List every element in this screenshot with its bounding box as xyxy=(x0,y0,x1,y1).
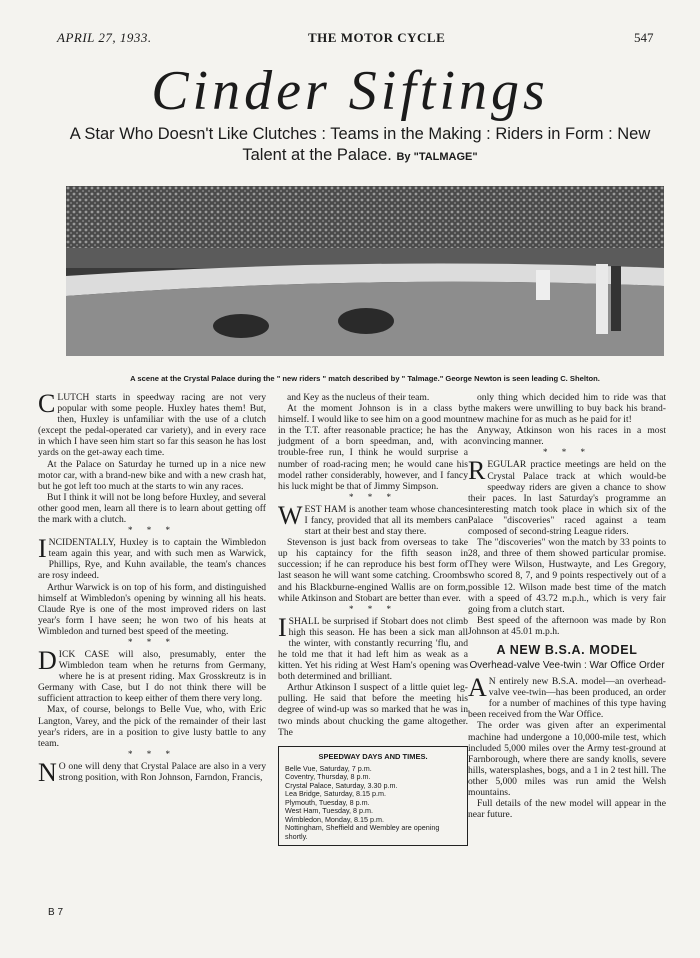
col1-para: At the Palace on Saturday he turned up in a nice new motor car, with a brand-new bike and with a new crash hat, but he got left too much at the starts to win any races. xyxy=(38,458,266,492)
section-divider: * * * xyxy=(349,603,397,614)
col1-para: Max, of course, belongs to Belle Vue, who, with Eric Langton, Varey, and the pick of the remainder of their last year's riders, are in a position to give lusty battle to any team. xyxy=(38,704,266,749)
box-line: Nottingham, Sheffield and Wembley are opening shortly. xyxy=(285,823,440,841)
col1-para: DICK CASE will also, presumably, enter the Wimbledon team when he returns from Germany, where he is at present riding. Max Grosskreutz is in Germany with Case, but I do not think there will be sufficient attraction to keep either of them there very long. xyxy=(38,645,266,705)
bsa-para: The order was given after an experimental machine had undergone a 10,000-mile test, which included 5,000 miles over the Army test-ground at Farnborough, where there are sandy knolls, severe hills, watersplashes, bogs, and a 1 in 2 test hill. The other 5,000 miles was run amid the Welsh mountains. xyxy=(468,720,666,798)
subtitle-text: A Star Who Doesn't Like Clutches : Teams in the Making : Riders in Form : New Talent at the Palace. xyxy=(69,125,651,164)
box-line: Lea Bridge, Saturday, 8.15 p.m. xyxy=(285,789,386,799)
box-line: Plymouth, Tuesday, 8 p.m. xyxy=(285,797,370,807)
col2-para: Stevenson is just back from overseas to take up his captaincy for the fifth season in succession; if he can reproduce his best form of last season he will want some catching. Croombs and his Blackburne-engined Wallis are on form, while Atkinson and Stobart are better than ever. xyxy=(278,537,468,604)
col2-para: At the moment Johnson is in a class by himself. I would like to see him on a good mount in the T.T. after reasonable practice; he has the judgment of a born speedman, and, with a trouble-free run, I think he would surprise a number of road-racing men; he would cane his model rather considerably, however, and I fancy his luck might be that of Jimmy Simpson. xyxy=(278,403,468,492)
article-title: Cinder Siftings xyxy=(151,60,549,122)
speedway-photo xyxy=(66,186,664,356)
signature-mark: B 7 xyxy=(48,907,64,918)
col1-para: Arthur Warwick is on top of his form, and distinguished himself at Wimbledon's opening by winning all his heats. Claude Rye is one of the most improved riders on last year's form I have seen; he won two of his heats at Wimbledon and turned best speed of the meeting. xyxy=(38,581,266,637)
col1-para: CLUTCH starts in speedway racing are not very popular with some people. Huxley hates them! But, then, Huxley is unfamiliar with the use of a clutch (except the pedal-operated car variety), and in every race in which I have seen him start so far this season he has lost yards on the get-away each time. xyxy=(38,389,266,459)
column-2 xyxy=(278,392,468,846)
section-divider: * * * xyxy=(128,636,176,647)
bsa-para: Full details of the new model will appear in the near future. xyxy=(468,798,666,821)
col1-para: NO one will deny that Crystal Palace are also in a very strong position, with Ron Johnson, Farndon, Francis, xyxy=(38,757,266,787)
bsa-para: AN entirely new B.S.A. model—an overhead-valve vee-twin—has been produced, an order for a number of machines of this type having been received from the War Office. xyxy=(468,673,666,721)
box-line: West Ham, Tuesday, 8 p.m. xyxy=(285,806,374,816)
article-subtitle xyxy=(60,124,660,168)
byline: By "TALMAGE" xyxy=(396,151,478,163)
column-3 xyxy=(468,392,666,820)
col1-para: But I think it will not be long before Huxley, and several other good men, learn all there is to learn about getting off the mark with a clutch. xyxy=(38,491,266,526)
issue-date: APRIL 27, 1933. xyxy=(57,30,152,45)
speedway-times-box xyxy=(278,746,468,847)
section-divider: * * * xyxy=(128,525,176,536)
section-divider: * * * xyxy=(543,447,591,458)
photo-caption: A scene at the Crystal Palace during the " new riders " match described by " Talmage." George Newton is seen leading C. Shelton. xyxy=(130,374,600,383)
box-line: Belle Vue, Saturday, 7 p.m. xyxy=(285,763,372,773)
box-title: SPEEDWAY DAYS AND TIMES. xyxy=(318,751,428,761)
col2-para: Arthur Atkinson I suspect of a little quiet leg-pulling. He said that before the meeting his degree of wind-up was so marked that he was in two minds about chucking the game altogether. The xyxy=(278,682,468,738)
col2-para: and Key as the nucleus of their team. xyxy=(287,392,430,403)
col3-para: REGULAR practice meetings are held on the Crystal Palace track at which would-be speedway riders are given a chance to show their paces. In last Saturday's programme an interesting match took place in which six of the Palace "discoveries" raced against a team composed of second-string League riders. xyxy=(468,456,666,538)
box-line: Crystal Palace, Saturday, 3.30 p.m. xyxy=(285,780,398,790)
col3-para: only thing which decided him to ride was that the makers were unwilling to buy back his brand-new machine for as much as he paid for it! xyxy=(468,392,666,426)
col1-para: INCIDENTALLY, Huxley is to captain the Wimbledon team again this year, and with such men as Warwick, Phillips, Rye, and Kuhn available, the team's chances are rosy indeed. xyxy=(38,534,266,582)
col2-para: ISHALL be surprised if Stobart does not climb high this season. He has been a sick man all the winter, with constantly recurring 'flu, and he told me that it had left him as weak as a kitten. Yet his riding at West Ham's opening was both determined and brilliant. xyxy=(278,612,468,683)
section-divider: * * * xyxy=(349,491,397,502)
col3-para: Best speed of the afternoon was made by Ron Johnson at 45.01 m.p.h. xyxy=(468,614,666,637)
bsa-subheading: Overhead-valve Vee-twin : War Office Order xyxy=(469,660,665,672)
masthead: THE MOTOR CYCLE xyxy=(308,30,446,45)
col3-para: The "discoveries" won the match by 33 points to 28, and three of them showed particular promise. They were Wilson, Hustwayte, and Les Gregory, who scored 8, 7, and 9 points respectively out of a possible 12. Wilson made best time of the match with a speed of 43.72 m.p.h., which is very fair going from a clutch start. xyxy=(468,537,666,615)
bsa-heading: A NEW B.S.A. MODEL xyxy=(496,642,638,657)
box-line: Wimbledon, Monday, 8.15 p.m. xyxy=(285,814,384,824)
col3-para: Anyway, Atkinson won his races in a most convincing manner. xyxy=(468,425,666,448)
page-number: 547 xyxy=(634,30,654,45)
col2-para: WEST HAM is another team whose chances I fancy, provided that all its members can start at their best and stay there. xyxy=(278,500,468,538)
column-1 xyxy=(38,389,266,787)
section-divider: * * * xyxy=(128,748,176,759)
box-line: Coventry, Thursday, 8 p.m. xyxy=(285,772,371,782)
